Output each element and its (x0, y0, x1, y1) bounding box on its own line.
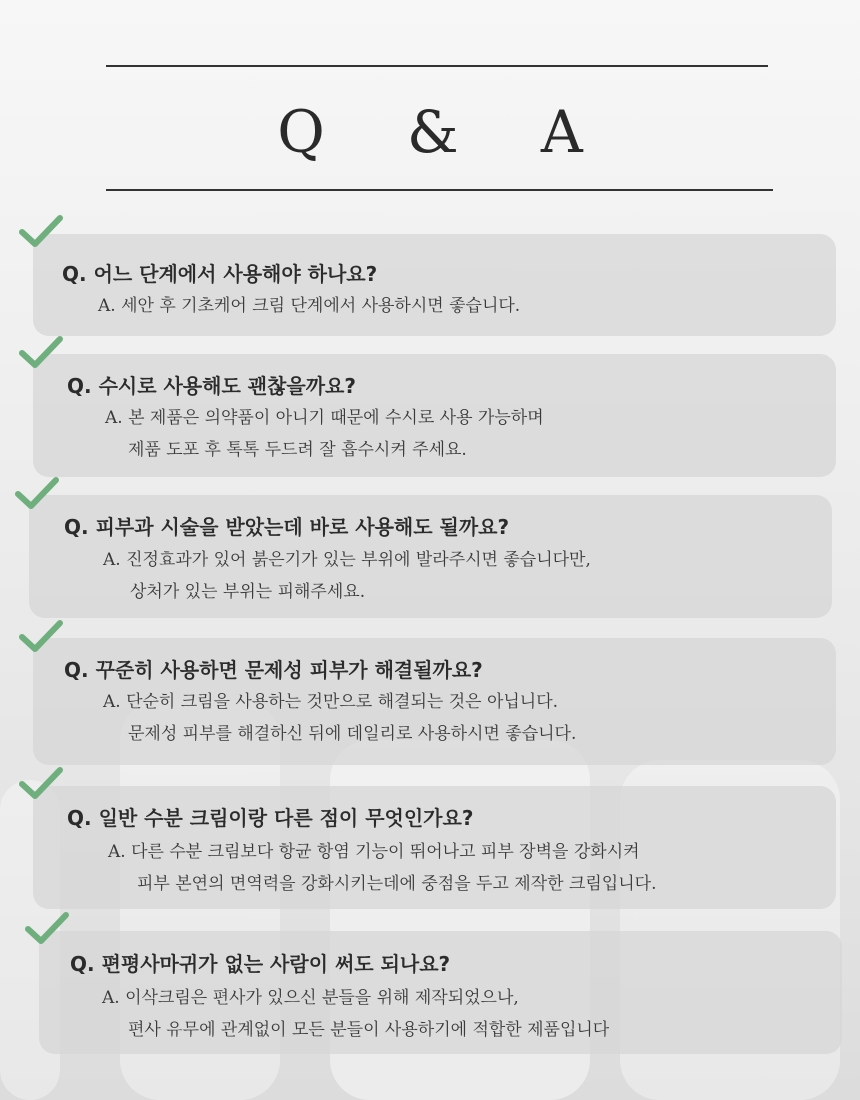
faq-question-3: Q. 피부과 시술을 받았는데 바로 사용해도 될까요? (64, 515, 510, 539)
faq-answer-4-line-1: A. 단순히 크림을 사용하는 것만으로 해결되는 것은 아닙니다. (103, 692, 559, 712)
check-icon (25, 911, 69, 945)
check-icon (15, 476, 59, 510)
faq-answer-5-line-1: A. 다른 수분 크림보다 항균 항염 기능이 뛰어나고 피부 장벽을 강화시켜 (108, 842, 640, 862)
faq-question-2: Q. 수시로 사용해도 괜찮을까요? (67, 374, 356, 398)
faq-answer-4-line-2: 문제성 피부를 해결하신 뒤에 데일리로 사용하시면 좋습니다. (128, 724, 577, 744)
check-icon (19, 619, 63, 653)
faq-answer-2-line-1: A. 본 제품은 의약품이 아니기 때문에 수시로 사용 가능하며 (105, 408, 544, 428)
check-icon (19, 335, 63, 369)
faq-answer-3-line-2: 상처가 있는 부위는 피해주세요. (130, 582, 366, 602)
check-icon (19, 766, 63, 800)
faq-question-6: Q. 편평사마귀가 없는 사람이 써도 되나요? (70, 952, 451, 976)
faq-answer-5-line-2: 피부 본연의 면역력을 강화시키는데에 중점을 두고 제작한 크림입니다. (137, 874, 657, 894)
faq-question-4: Q. 꾸준히 사용하면 문제성 피부가 해결될까요? (64, 658, 483, 682)
faq-answer-6-line-2: 편사 유무에 관계없이 모든 분들이 사용하기에 적합한 제품입니다 (128, 1020, 610, 1040)
faq-answer-1-line-1: A. 세안 후 기초케어 크림 단계에서 사용하시면 좋습니다. (98, 296, 521, 316)
faq-answer-2-line-2: 제품 도포 후 톡톡 두드려 잘 흡수시켜 주세요. (128, 440, 467, 460)
page-title: Q & A (277, 98, 615, 166)
faq-answer-3-line-1: A. 진정효과가 있어 붉은기가 있는 부위에 발라주시면 좋습니다만, (103, 550, 591, 570)
bottom-divider (106, 189, 773, 191)
faq-question-5: Q. 일반 수분 크림이랑 다른 점이 무엇인가요? (67, 806, 474, 830)
check-icon (19, 214, 63, 248)
top-divider (106, 65, 768, 67)
faq-answer-6-line-1: A. 이삭크림은 편사가 있으신 분들을 위해 제작되었으나, (102, 988, 519, 1008)
faq-question-1: Q. 어느 단계에서 사용해야 하나요? (62, 262, 378, 286)
